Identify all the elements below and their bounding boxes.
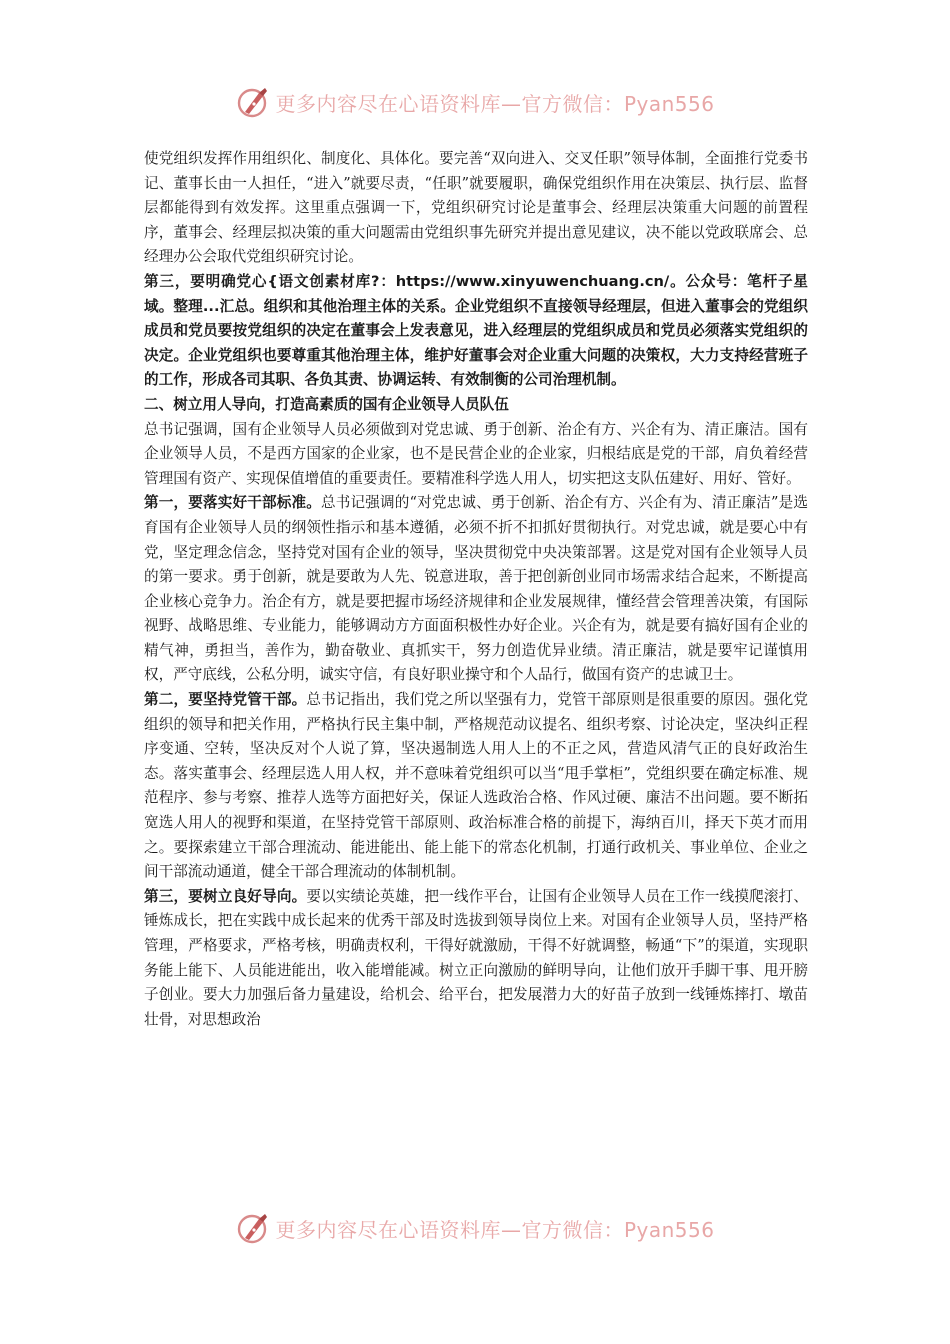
paragraph-text: 要以实绩论英雄，把一线作平台，让国有企业领导人员在工作一线摸爬滚打、锤炼成长，把在实践中成长起来的优秀干部及时选拔到领导岗位上来。对国有企业领导人员，坚持严格管理，严格要求，严格考核，明确责权利，干得好就激励，干得不好就调整，畅通“下”的渠道，实现职务能上能下、人员能进能出，收入能增能减。树立正向激励的鲜明导向，让他们放开手脚干事、甩开膀子创业。要大力加强后备力量建设，给机会、给平台，把发展潜力大的好苗子放到一线锤炼摔打、墩苗壮骨，对思想政治 [144,887,808,1028]
paragraph-party-organization-role: 使党组织发挥作用组织化、制度化、具体化。要完善“双向进入、交叉任职”领导体制，全面推行党委书记、董事长由一人担任，“进入”就要尽责，“任职”就要履职，确保党组织作用在决策层、执行层、监督层都能得到有效发挥。这里重点强调一下，党组织研究讨论是董事会、经理层决策重大问题的前置程序，董事会、经理层拟决策的重大问题需由党组织事先研究并提出意见建议，决不能以党政联席会、总经理办公会取代党组织研究讨论。 [144,150,808,266]
paragraph-second-party-manages-cadres [144,688,808,885]
paragraph-text: 总书记指出，我们党之所以坚强有力，党管干部原则是很重要的原因。强化党组织的领导和把关作用，严格执行民主集中制，严格规范动议提名、组织考察、讨论决定，坚决纠正程序变通、空转，坚决反对个人说了算，坚决遏制选人用人上的不正之风，营造风清气正的良好政治生态。落实董事会、经理层选人用人权，并不意味着党组织可以当“甩手掌柜”，党组织要在确定标准、规范程序、参与考察、推荐人选等方面把好关，保证人选政治合格、作风过硬、廉洁不出问题。要不断拓宽选人用人的视野和渠道，在坚持党管干部原则、政治标准合格的前提下，海纳百川，择天下英才而用之。要探索建立干部合理流动、能进能出、能上能下的常态化机制，打通行政机关、事业单位、企业之间干部流动通道，健全干部合理流动的体制机制。 [144,691,808,881]
paragraph-third-good-orientation [144,885,808,1033]
watermark-text: 更多内容尽在心语资料库—官方微信：Pyan556 [275,1217,715,1242]
paragraph-leader-requirements: 总书记强调，国有企业领导人员必须做到对党忠诚、勇于创新、治企有方、兴企有为、清正廉洁。国有企业领导人员，不是西方国家的企业家，也不是民营企业的企业家，归根结底是党的干部，肩负着经营管理国有资产、实现保值增值的重要责任。要精准科学选人用人，切实把这支队伍建好、用好、管好。 [144,420,808,487]
pen-nib-logo-icon [235,84,271,120]
footer-watermark-banner [0,1208,950,1248]
watermark-text: 更多内容尽在心语资料库—官方微信：Pyan556 [275,91,715,116]
paragraph-text: 总书记强调的“对党忠诚、勇于创新、治企有方、兴企有为、清正廉洁”是选育国有企业领导人员的纲领性指示和基本遵循，必须不折不扣抓好贯彻执行。对党忠诚，就是要心中有党，坚定理念信念，坚持党对国有企业的领导，坚决贯彻党中央决策部署。这是党对国有企业领导人员的第一要求。勇于创新，就是要敢为人先、锐意进取，善于把创新创业同市场需求结合起来，不断提高企业核心竞争力。治企有方，就是要把握市场经济规律和企业发展规律，懂经营会管理善决策，有国际视野、战略思维、专业能力，能够调动方方面面积极性办好企业。兴企有为，就是要有搞好国有企业的精气神，勇担当，善作为，勤奋敬业、真抓实干，努力创造优异业绩。清正廉洁，就是要牢记谨慎用权，严守底线，公私分明，诚实守信，有良好职业操守和个人品行，做国有资产的忠诚卫士。 [144,494,808,684]
paragraph-lead: 第二，要坚持党管干部。 [144,691,307,709]
paragraph-third-clarify-relationship: 第三，要明确党心{语文创素材库?：https://www.xinyuwenchuang.cn/。公众号：笔杆子星域。整理...汇总。组织和其他治理主体的关系。企业党组织不直接领导经理层，但进入董事会的党组织成员和党员要按党组织的决定在董事会上发表意见，进入经理层的党组织成员和党员必须落实党组织的决定。企业党组织也要尊重其他治理主体，维护好董事会对企业重大问题的决策权，大力支持经营班子的工作，形成各司其职、各负其责、协调运转、有效制衡的公司治理机制。 [144,272,808,389]
header-watermark-banner [0,82,950,122]
paragraph-lead: 第三，要树立良好导向。 [144,887,307,905]
paragraph-lead: 第一，要落实好干部标准。 [144,494,321,512]
document-body [144,147,808,1032]
paragraph-first-cadre-standards [144,491,808,688]
section-heading-2: 二、树立用人导向，打造高素质的国有企业领导人员队伍 [144,395,509,413]
pen-nib-logo-icon [235,1210,271,1246]
